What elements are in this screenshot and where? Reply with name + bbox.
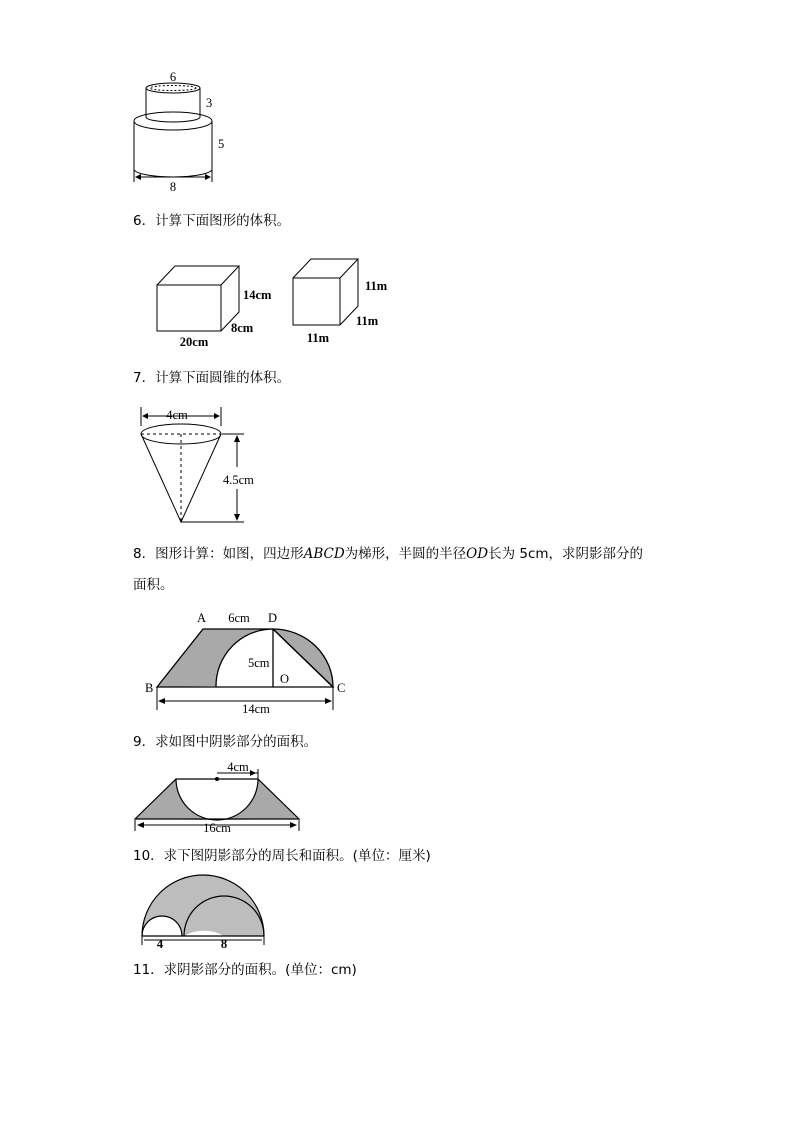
large-diameter-label: 8	[220, 937, 228, 951]
question-8-line-2: 面积。	[133, 577, 174, 593]
cone-diameter-label: 4cm	[166, 408, 188, 422]
cuboid-length-label: 20cm	[179, 335, 209, 349]
cube-length-label: 11m	[306, 331, 330, 345]
cuboid-width-label: 8cm	[231, 321, 254, 335]
cone-height-label: 4.5cm	[223, 473, 254, 487]
base-length-label: 16cm	[203, 821, 231, 835]
top-base-label: 6cm	[228, 611, 250, 625]
top-diameter-label: 6	[169, 70, 177, 84]
cuboid-height-label: 14cm	[243, 288, 272, 302]
question-6: 6．计算下面图形的体积。	[133, 213, 291, 229]
abcd-label: ABCD	[303, 546, 345, 562]
vertex-a: A	[197, 611, 207, 625]
question-11: 11．求阴影部分的面积。(单位：cm)	[133, 962, 357, 978]
vertex-c: C	[337, 681, 346, 695]
semicircle-width-label: 4cm	[227, 760, 249, 774]
bottom-base-label: 14cm	[242, 702, 270, 716]
question-7: 7．计算下面圆锥的体积。	[133, 370, 291, 386]
od-label: OD	[466, 546, 489, 562]
point-o: O	[280, 672, 290, 686]
bottom-height-label: 5	[218, 137, 225, 151]
vertex-b: B	[145, 681, 154, 695]
bottom-diameter-label: 8	[169, 180, 177, 194]
question-8-line-1: 8．图形计算：如图，四边形ABCD为梯形，半圆的半径OD长为 5cm，求阴影部分的	[133, 546, 644, 562]
radius-label: 5cm	[248, 656, 270, 670]
cube-height-label: 11m	[365, 279, 388, 293]
small-diameter-label: 4	[156, 937, 164, 951]
question-9: 9．求如图中阴影部分的面积。	[133, 734, 318, 750]
vertex-d: D	[268, 611, 278, 625]
question-10: 10．求下图阴影部分的周长和面积。(单位：厘米)	[133, 848, 431, 864]
cube-width-label: 11m	[356, 314, 379, 328]
top-height-label: 3	[206, 96, 213, 110]
